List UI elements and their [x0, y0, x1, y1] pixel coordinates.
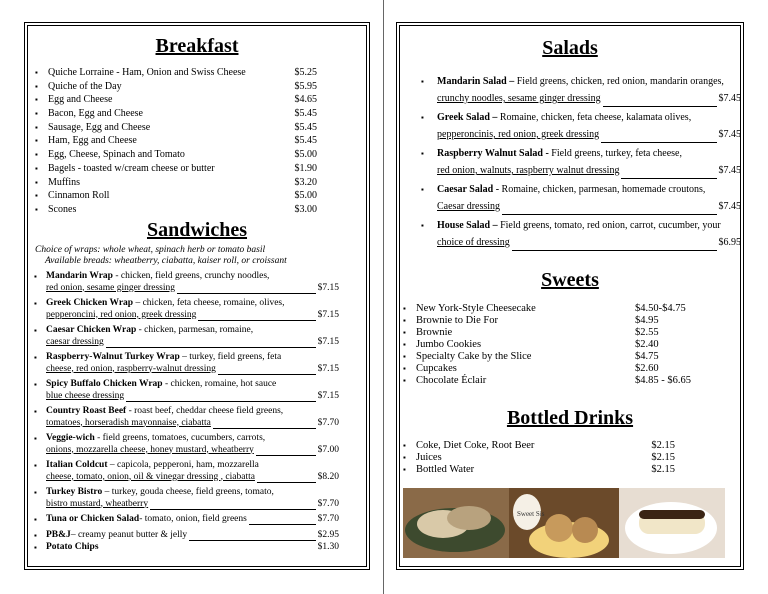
- salad-desc: Field greens, turkey, feta cheese,: [548, 148, 682, 159]
- sandwich-price: $7.15: [317, 282, 339, 293]
- bottled-drinks-heading: Bottled Drinks: [506, 407, 634, 429]
- food-photo-strip: [403, 488, 725, 558]
- drink-item: [403, 464, 675, 476]
- sandwich-line-1: [46, 271, 339, 283]
- leader-line: [213, 418, 316, 429]
- salad-line-1: [437, 73, 741, 90]
- sandwich-desc-cont: tomatoes, horseradish mayonnaise, ciabatta: [46, 417, 211, 428]
- sandwich-item: [33, 514, 339, 526]
- leader-line: [106, 337, 316, 348]
- item-name: Ham, Egg and Cheese: [48, 135, 137, 147]
- sandwich-desc: – chicken, feta cheese, romaine, olives,: [133, 298, 285, 308]
- sandwich-name: Greek Chicken Wrap: [46, 298, 134, 308]
- item-name: Egg, Cheese, Spinach and Tomato: [48, 149, 185, 161]
- item-price: $5.00: [294, 190, 317, 202]
- sweet-item: [403, 363, 703, 375]
- breakfast-heading: Breakfast: [155, 35, 239, 57]
- sandwich-desc-cont: pepperoncini, red onion, greek dressing: [46, 309, 197, 320]
- item-price: $3.20: [294, 176, 317, 188]
- wrap-choices-text: Choice of wraps: whole wheat, spinach herb or tomato basil: [35, 245, 266, 255]
- sandwich-desc-cont: cheese, tomato, onion, oil & vinegar dressing , ciabatta: [46, 471, 255, 482]
- sandwich-price: $7.15: [317, 363, 339, 374]
- sandwich-desc-cont: onions, mozzarella cheese, honey mustard, wheatberry: [46, 444, 254, 455]
- breakfast-item: [35, 121, 317, 135]
- item-name: Muffins: [48, 176, 81, 188]
- sandwich-line-2: [46, 445, 339, 457]
- salad-item: [437, 145, 741, 179]
- sandwich-desc: - field greens, tomatoes, cucumbers, carrots,: [94, 433, 266, 443]
- leader-line: [256, 445, 316, 456]
- salad-desc-cont: pepperoncinis, red onion, greek dressing: [437, 129, 600, 140]
- salad-price: $6.95: [718, 237, 741, 248]
- sandwich-line-1: [46, 325, 339, 337]
- bread-choices-text: Available breads: wheatberry, ciabatta, kaiser roll, or croissant: [45, 256, 287, 266]
- sandwich-item: [33, 298, 339, 321]
- salad-line-2: [437, 90, 741, 107]
- sandwich-line-2: [46, 364, 339, 376]
- item-price: $3.00: [294, 203, 317, 215]
- salad-desc-cont: choice of dressing: [437, 237, 510, 248]
- sandwich-line-1: [46, 352, 339, 364]
- sandwich-desc: - chicken, field greens, crunchy noodles,: [112, 271, 270, 281]
- leader-line: [126, 391, 316, 402]
- sandwich-item: [33, 487, 339, 510]
- sandwich-item: [33, 406, 339, 429]
- salad-line-2: [437, 162, 741, 179]
- salad-line-1: [437, 181, 741, 198]
- sandwich-item: [33, 325, 339, 348]
- sandwich-line-1: [46, 487, 339, 499]
- drinks-list: [403, 440, 675, 476]
- sandwich-price: $7.70: [317, 514, 339, 524]
- item-name: Juices: [416, 452, 442, 463]
- sandwich-line-2: [46, 283, 339, 295]
- item-price: $4.65: [294, 94, 317, 106]
- sandwich-desc: – turkey, field greens, feta: [179, 352, 282, 362]
- sandwiches-heading: Sandwiches: [146, 219, 248, 241]
- sandwich-price: $7.15: [317, 336, 339, 347]
- breakfast-item: [35, 189, 317, 203]
- sandwich-item: [33, 379, 339, 402]
- sandwich-desc: - tomato, onion, field greens: [139, 514, 247, 524]
- salad-name: Mandarin Salad –: [437, 76, 515, 87]
- item-price: $4.85 - $6.65: [635, 375, 691, 386]
- salad-name: Greek Salad –: [437, 112, 498, 123]
- sandwich-price: $8.20: [317, 471, 339, 482]
- salad-desc: Romaine, chicken, parmesan, homemade croutons,: [499, 184, 706, 195]
- page-fold-line: [383, 0, 384, 594]
- item-price: $5.00: [294, 149, 317, 161]
- sandwich-line-1: [46, 460, 339, 472]
- sweet-item: [403, 375, 703, 387]
- sandwich-line-1: [46, 379, 339, 391]
- item-name: Scones: [48, 203, 77, 215]
- item-name: Egg and Cheese: [48, 94, 113, 106]
- item-name: Cinnamon Roll: [48, 190, 110, 202]
- item-price: $5.45: [294, 108, 317, 120]
- salad-price: $7.45: [718, 201, 741, 212]
- item-price: $2.15: [651, 440, 675, 451]
- leader-line: [257, 472, 316, 483]
- breakfast-item: [35, 176, 317, 190]
- leader-line: [621, 166, 716, 179]
- sweet-item: [403, 315, 703, 327]
- sandwich-item: [33, 352, 339, 375]
- cup-logo-text: Sweet Sis: [517, 510, 545, 518]
- sandwich-price: $7.15: [317, 390, 339, 401]
- item-price: $2.40: [635, 339, 659, 350]
- sandwich-name: ▪ Potato Chips: [46, 542, 99, 552]
- item-price: $2.15: [651, 464, 675, 475]
- item-price: $1.90: [294, 162, 317, 174]
- item-price: $2.15: [651, 452, 675, 463]
- breakfast-list: [35, 66, 317, 217]
- item-name: Brownie to Die For: [416, 315, 498, 326]
- item-name: Cupcakes: [416, 363, 457, 374]
- sandwich-desc-cont: blue cheese dressing: [46, 390, 125, 401]
- salads-heading: Salads: [542, 37, 598, 59]
- sandwich-name: Mandarin Wrap: [46, 271, 113, 281]
- sandwich-item: [33, 530, 339, 542]
- sandwich-name: ▪ PB&J: [46, 529, 71, 540]
- sandwich-desc: - chicken, parmesan, romaine,: [136, 325, 254, 335]
- drink-item: [403, 440, 675, 452]
- salad-item: [437, 73, 741, 107]
- leader-line: [177, 283, 316, 294]
- leader-line: [249, 514, 316, 525]
- breakfast-item: [35, 203, 317, 217]
- salad-name: Caesar Salad -: [437, 184, 500, 195]
- sandwich-line-1: [46, 433, 339, 445]
- leader-line: [150, 499, 316, 510]
- salad-desc: Field greens, chicken, red onion, mandarin oranges,: [514, 76, 724, 87]
- salad-line-1: [437, 217, 741, 234]
- sandwich-price: $7.15: [317, 309, 339, 320]
- sandwich-price: $1.30: [317, 542, 339, 552]
- sweets-list: [403, 303, 703, 387]
- leader-line: [218, 364, 316, 375]
- spacer: [99, 542, 318, 554]
- sandwich-desc-cont: red onion, sesame ginger dressing: [46, 282, 176, 293]
- sandwich-name: ▪ Tuna or Chicken Salad: [46, 514, 140, 524]
- bread-options-note: [35, 245, 287, 267]
- item-name: Bagels - toasted w/cream cheese or butter: [48, 162, 215, 174]
- item-name: Jumbo Cookies: [416, 339, 482, 350]
- leader-line: [198, 310, 315, 321]
- salad-line-2: [437, 126, 741, 143]
- salad-desc-cont: crunchy noodles, sesame ginger dressing: [437, 93, 601, 104]
- sandwich-name: Italian Coldcut: [46, 460, 108, 470]
- salad-desc-cont: red onion, walnuts, raspberry walnut dressing: [437, 165, 620, 176]
- sandwich-desc: - chicken, romaine, hot sauce: [162, 379, 277, 389]
- sandwich-name: Country Roast Beef: [46, 406, 127, 416]
- salad-item: [437, 217, 741, 251]
- item-price: $4.50-$4.75: [635, 303, 686, 314]
- sandwich-name: Raspberry-Walnut Turkey Wrap: [46, 352, 180, 362]
- salad-line-2: [437, 198, 741, 215]
- sandwich-line-1: [46, 298, 339, 310]
- item-name: Bacon, Egg and Cheese: [48, 108, 143, 120]
- sandwich-item: [33, 460, 339, 483]
- item-price: $5.25: [294, 67, 317, 78]
- item-name: Chocolate Éclair: [416, 375, 487, 386]
- sweet-item: [403, 351, 703, 363]
- sandwich-name: Caesar Chicken Wrap: [46, 325, 137, 335]
- sandwich-name: Veggie-wich: [46, 433, 95, 443]
- sandwich-price: $2.95: [317, 529, 339, 540]
- item-name: Quiche of the Day: [48, 80, 122, 92]
- salad-price: $7.45: [718, 129, 741, 140]
- salad-desc: Field greens, tomato, red onion, carrot, cucumber, your: [497, 220, 721, 231]
- potato-chips-item: [33, 542, 339, 554]
- sandwich-desc-cont: bistro mustard, wheatberry: [46, 498, 149, 509]
- sandwich-line-2: [46, 337, 339, 349]
- salad-line-2: [437, 234, 741, 251]
- sandwich-desc: – creamy peanut butter & jelly: [70, 529, 188, 540]
- sandwich-price: $7.70: [317, 417, 339, 428]
- item-name: Brownie: [416, 327, 453, 338]
- sandwich-line-2: [46, 310, 339, 322]
- leader-line: [502, 202, 716, 215]
- leader-line: [189, 530, 315, 541]
- item-name: Coke, Diet Coke, Root Beer: [416, 440, 535, 451]
- sandwich-name: Turkey Bistro: [46, 487, 103, 497]
- item-name: Quiche Lorraine - Ham, Onion and Swiss Cheese: [48, 67, 246, 78]
- salad-desc-cont: Caesar dressing: [437, 201, 501, 212]
- sandwich-name: Spicy Buffalo Chicken Wrap: [46, 379, 163, 389]
- salad-item: [437, 109, 741, 143]
- salad-list: [437, 73, 741, 253]
- sandwich-price: $7.00: [317, 444, 339, 455]
- salad-price: $7.45: [718, 165, 741, 176]
- sandwich-desc: – capicola, pepperoni, ham, mozzarella: [107, 460, 259, 470]
- drink-item: [403, 452, 675, 464]
- breakfast-item: [35, 66, 317, 80]
- item-price: $4.95: [635, 315, 659, 326]
- item-price: $5.45: [294, 121, 317, 133]
- salad-item: [437, 181, 741, 215]
- sandwich-line-2: [46, 472, 339, 484]
- item-price: $2.60: [635, 363, 659, 374]
- salad-line-1: [437, 145, 741, 162]
- leader-line: [512, 238, 717, 251]
- breakfast-item: [35, 134, 317, 148]
- sandwich-desc: – turkey, gouda cheese, field greens, tomato,: [102, 487, 274, 497]
- sandwich-line-2: [46, 499, 339, 511]
- breakfast-item: [35, 162, 317, 176]
- breakfast-item: [35, 80, 317, 94]
- sandwich-line-1: [46, 406, 339, 418]
- sweet-item: [403, 327, 703, 339]
- item-name: New York-Style Cheesecake: [416, 303, 536, 314]
- sandwich-desc-cont: caesar dressing: [46, 336, 104, 347]
- salad-price: $7.45: [718, 93, 741, 104]
- sandwich-price: $7.70: [317, 498, 339, 509]
- item-name: Bottled Water: [416, 464, 475, 475]
- sandwich-desc-cont: cheese, red onion, raspberry-walnut dressing: [46, 363, 216, 374]
- sandwich-line-2: [46, 391, 339, 403]
- breakfast-item: [35, 148, 317, 162]
- leader-line: [601, 130, 716, 143]
- sandwich-list: [33, 271, 339, 558]
- salad-desc: Romaine, chicken, feta cheese, kalamata olives,: [497, 112, 692, 123]
- leader-line: [603, 94, 717, 107]
- item-price: $5.95: [294, 80, 317, 92]
- sandwich-desc: - roast beef, cheddar cheese field greens,: [126, 406, 284, 416]
- item-price: $4.75: [635, 351, 659, 362]
- breakfast-item: [35, 93, 317, 107]
- breakfast-item: [35, 107, 317, 121]
- menu-panel-right: [396, 22, 744, 570]
- item-price: $2.55: [635, 327, 659, 338]
- sandwich-item: [33, 271, 339, 294]
- item-price: $5.45: [294, 135, 317, 147]
- salad-name: House Salad –: [437, 220, 498, 231]
- salad-name: Raspberry Walnut Salad -: [437, 148, 549, 159]
- menu-panel-left: [24, 22, 370, 570]
- sandwich-line-2: [46, 418, 339, 430]
- sweet-item: [403, 339, 703, 351]
- item-name: Sausage, Egg and Cheese: [48, 121, 151, 133]
- sweets-heading: Sweets: [541, 269, 599, 291]
- salad-line-1: [437, 109, 741, 126]
- item-name: Specialty Cake by the Slice: [416, 351, 532, 362]
- sandwich-item: [33, 433, 339, 456]
- sweet-item: [403, 303, 703, 315]
